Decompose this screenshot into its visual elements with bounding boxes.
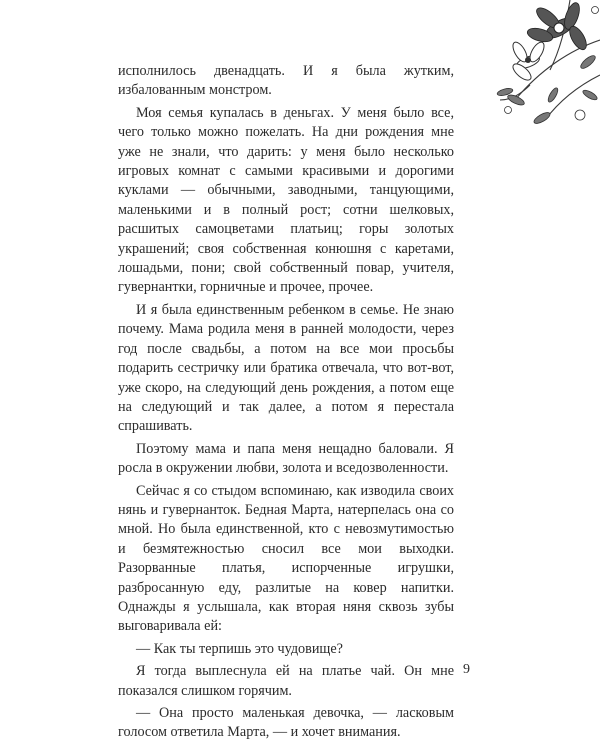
paragraph: Сейчас я со стыдом вспоминаю, как изводила своих нянь и гувернанток. Бедная Марта, натерпелась она со мной. Но была единственной, кто с невозмутимостью и безмятежностью сносил все мои выходки. Разорванные платья, испорченные игрушки, разбросанную еду, разлитые на ковер напитки. Однажды я услышала, как вторая няня сквозь зубы выговаривала ей: <box>118 482 454 635</box>
page-number: 9 <box>463 662 470 677</box>
paragraph: исполнилось двенадцать. И я была жутким, избалованным монстром. <box>118 63 454 99</box>
paragraph: Моя семья купалась в деньгах. У меня было все, чего только можно пожелать. На дни рождения мне уже не знали, что дарить: у меня было несколько игровых комнат с самыми красивыми и дорогими куклами — обычными, заводными, танцующими, маленькими и в полный рост; сотни шелковых, расшитых самоцветами платьиц; горы золотых украшений; своя собственная конюшня с каретами, лошадьми, пони; свой собственный повар, учителя, гувернантки, горничные и прочее, прочее. <box>118 104 454 296</box>
paragraph: И я была единственным ребенком в семье. Не знаю почему. Мама родила меня в ранней молодости, через год после свадьбы, а потом на все мои просьбы подарить сестричку или братика отвечала, что вот-вот, уже скоро, на следующий день рождения, а потом еще на следующий и так далее, а потом я перестала спрашивать. <box>118 301 454 435</box>
body-text <box>118 62 454 746</box>
paragraph: — Она просто маленькая девочка, — ласковым голосом ответила Марта, — и хочет внимания. <box>118 705 454 741</box>
paragraph: — Как ты терпишь это чудовище? <box>136 640 343 657</box>
paragraph: Поэтому мама и папа меня нещадно баловали. Я росла в окружении любви, золота и вседозволенности. <box>118 440 454 477</box>
paragraph: Я тогда выплеснула ей на платье чай. Он мне показался слишком горячим. <box>118 663 454 699</box>
